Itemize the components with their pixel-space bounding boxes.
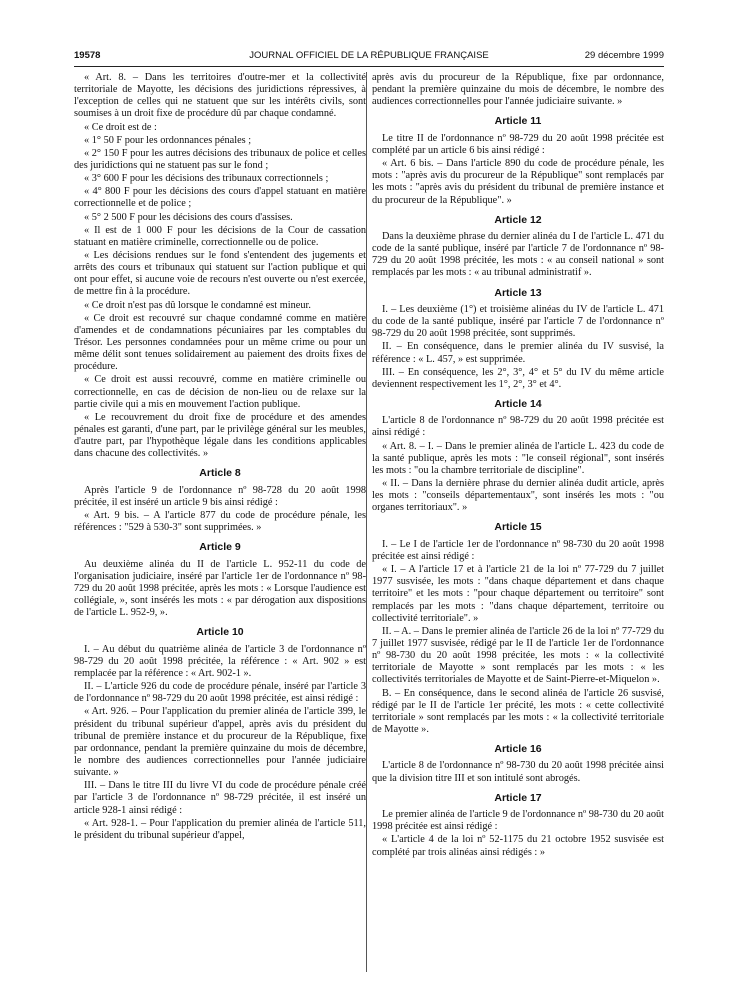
- paragraph: Au deuxième alinéa du II de l'article L. 952-11 du code de l'organisation judiciaire, inséré par l'article 1er de l'ordonnance nº 98-729 du 20 août 1998 précitée, après les mots : « Lorsque l'audience est collégiale, », sont insérés les mots : « par dérogation aux dispositions de l'article L. 952-9, ».: [74, 558, 366, 619]
- paragraph: Dans la deuxième phrase du dernier alinéa du I de l'article L. 471 du code de la santé publique, inséré par l'article 7 de l'ordonnance nº 98-729 du 20 août 1998 précitée, les mots : « au conseil national » sont remplacés par les mots : « au tribunal administratif ».: [372, 231, 664, 279]
- article-heading: Article 15: [494, 521, 542, 534]
- paragraph: « Art. 6 bis. – Dans l'article 890 du code de procédure pénale, les mots : "après avis du procureur de la République" sont remplacés par les mots : "après avis du président du tribunal de première instance et du procureur de la République". »: [372, 158, 664, 206]
- paragraph: « Art. 926. – Pour l'application du premier alinéa de l'article 399, le président du tribunal supérieur d'appel, après avis du président du tribunal de première instance et du procureur de la République, fixe par ordonnance, pendant la première quinzaine du mois de décembre, le nombre des audiences correctionnelles pour l'année judiciaire suivante. »: [74, 706, 366, 779]
- article-heading: Article 12: [494, 213, 542, 226]
- paragraph: L'article 8 de l'ordonnance nº 98-730 du 20 août 1998 précitée ainsi que la division titre III et son intitulé sont abrogés.: [372, 760, 664, 784]
- paragraph: « Les décisions rendues sur le fond s'entendent des jugements et arrêts des cours et tribunaux qui statuent sur l'action publique et qui ont pour effet, si aucune voie de recours n'est ouverte ou n'est exercée, de mettre fin à la procédure.: [74, 249, 366, 298]
- paragraph: Le premier alinéa de l'article 9 de l'ordonnance nº 98-730 du 20 août 1998 précitée est ainsi rédigé :: [372, 809, 664, 833]
- journal-title: JOURNAL OFFICIEL DE LA RÉPUBLIQUE FRANÇAISE: [249, 50, 489, 61]
- paragraph: « Ce droit est de :: [84, 121, 157, 133]
- article-heading: Article 8: [199, 467, 241, 480]
- column-divider: [366, 72, 367, 972]
- header-rule: [74, 66, 664, 67]
- publication-date: 29 décembre 1999: [584, 50, 664, 61]
- paragraph: « Ce droit est aussi recouvré, comme en matière criminelle ou correctionnelle, en cas de décision de non-lieu ou de relaxe sur la partie civile qui a mis en mouvement l'action publique.: [74, 374, 366, 410]
- paragraph: I. – Au début du quatrième alinéa de l'article 3 de l'ordonnance nº 98-729 du 20 août 1998 précitée, la référence : « Art. 902 » est remplacée par la référence : « Art. 902-1 ».: [74, 643, 366, 680]
- article-heading: Article 9: [199, 541, 241, 554]
- paragraph: « Art. 8. – Dans les territoires d'outre-mer et la collectivité territoriale de Mayotte, les décisions des juridictions répressives, à l'exception de celles qui ne statuent que sur les intérêts civils, sont soumises à un droit fixe de procédure dû par chaque condamné.: [74, 72, 366, 120]
- paragraph: après avis du procureur de la République, fixe par ordonnance, pendant la première quinzaine du mois de décembre, le nombre des audiences correctionnelles pour l'année judiciaire suivante. »: [372, 72, 664, 108]
- paragraph: « II. – Dans la dernière phrase du dernier alinéa dudit article, après les mots : "conseils départementaux", sont insérés les mots : "ou organes territoriaux". »: [372, 478, 664, 514]
- article-heading: Article 10: [196, 626, 244, 639]
- paragraph: « 1° 50 F pour les ordonnances pénales ;: [84, 134, 252, 146]
- paragraph: II. – En conséquence, dans le premier alinéa du IV susvisé, la référence : « L. 457, » est supprimée.: [372, 341, 664, 365]
- page-number: 19578: [74, 50, 101, 61]
- article-heading: Article 11: [494, 115, 542, 128]
- paragraph: « Le recouvrement du droit fixe de procédure et des amendes pénales est garanti, d'une part, par le privilège général sur les meubles, d'autre part, par l'hypothèque légale dans les conditions applicables dans chacune des collectivités. »: [74, 411, 366, 460]
- paragraph: L'article 8 de l'ordonnance nº 98-729 du 20 août 1998 précitée est ainsi rédigé :: [372, 415, 664, 439]
- paragraph: « Art. 928-1. – Pour l'application du premier alinéa de l'article 511, le président du tribunal supérieur d'appel,: [74, 817, 366, 841]
- article-heading: Article 13: [494, 286, 542, 299]
- paragraph: III. – En conséquence, les 2°, 3°, 4° et 5° du IV du même article deviennent respectivement les 1°, 2°, 3° et 4°.: [372, 366, 664, 390]
- article-heading: Article 17: [494, 791, 542, 804]
- paragraph: « Art. 8. – I. – Dans le premier alinéa de l'article L. 423 du code de la santé publique, après les mots : "le conseil régional", sont insérés les mots : "ou la chambre territoriale de discipline".: [372, 440, 664, 476]
- paragraph: II. – L'article 926 du code de procédure pénale, inséré par l'article 3 de l'ordonnance nº 98-729 du 20 août 1998 précitée, est ainsi rédigé :: [74, 681, 366, 705]
- paragraph: II. – A. – Dans le premier alinéa de l'article 26 de la loi nº 77-729 du 7 juillet 1977 susvisée, rédigé par le II de l'article 1er de l'ordonnance nº 98-730 du 20 août 1998 précitée, les mots : « la collectivité territoriale de Mayotte » sont remplacés par les mots : « les collectivités territoriales de Mayotte et de Saint-Pierre-et-Miquelon ».: [372, 625, 664, 686]
- paragraph: « 5° 2 500 F pour les décisions des cours d'assises.: [84, 211, 293, 223]
- paragraph: III. – Dans le titre III du livre VI du code de procédure pénale créé par l'article 3 de l'ordonnance nº 98-729 précitée, il est inséré un article 928-1 ainsi rédigé :: [74, 780, 366, 816]
- paragraph: B. – En conséquence, dans le second alinéa de l'article 26 susvisé, rédigé par le II de l'article 1er précité, les mots : « cette collectivité territoriale » sont remplacés par les mots : « la collectivité territoriale de Mayotte ».: [372, 687, 664, 735]
- paragraph: I. – Les deuxième (1°) et troisième alinéas du IV de l'article L. 471 du code de la santé publique, inséré par l'article 7 de l'ordonnance nº 98-729 du 20 août 1998 précitée, sont supprimés.: [372, 303, 664, 340]
- paragraph: « Ce droit est recouvré sur chaque condamné comme en matière d'amendes et de condamnations pécuniaires par les comptables du Trésor. Les personnes condamnées pour un même crime ou pour un même délit sont tenues solidairement au paiement des droits fixes de procédure.: [74, 312, 366, 373]
- paragraph: I. – Le I de l'article 1er de l'ordonnance nº 98-730 du 20 août 1998 précitée est ainsi rédigé :: [372, 538, 664, 562]
- paragraph: « L'article 4 de la loi nº 52-1175 du 21 octobre 1952 susvisée est complété par trois alinéas ainsi rédigés : »: [372, 834, 664, 858]
- right-column: [372, 72, 664, 860]
- paragraph: Le titre II de l'ordonnance nº 98-729 du 20 août 1998 précitée est complété par un article 6 bis ainsi rédigé :: [372, 132, 664, 156]
- paragraph: « Ce droit n'est pas dû lorsque le condamné est mineur.: [84, 299, 311, 311]
- article-heading: Article 16: [494, 743, 542, 756]
- paragraph: « I. – A l'article 17 et à l'article 21 de la loi nº 77-729 du 7 juillet 1977 susvisée, les mots : "dans chaque département et dans chaque territoire" et les mots : "pour chaque département ou territoire" sont remplacés par les mots : "dans chaque département, territoire ou collectivité territoriale". »: [372, 564, 664, 624]
- article-heading: Article 14: [494, 397, 542, 410]
- left-column: [74, 72, 366, 843]
- paragraph: « Art. 9 bis. – A l'article 877 du code de procédure pénale, les références : "529 à 530-3" sont supprimées. »: [74, 510, 366, 534]
- paragraph: « 2° 150 F pour les autres décisions des tribunaux de police et celles des juridictions qui ne statuent pas sur le fond ;: [74, 147, 366, 171]
- paragraph: Après l'article 9 de l'ordonnance nº 98-728 du 20 août 1998 précitée, il est inséré un article 9 bis ainsi rédigé :: [74, 484, 366, 508]
- page-header: [74, 50, 664, 64]
- paragraph: « 4° 800 F pour les décisions des cours d'appel statuant en matière correctionnelle et de police ;: [74, 186, 366, 210]
- paragraph: « Il est de 1 000 F pour les décisions de la Cour de cassation statuant en matière criminelle, correctionnelle ou de police.: [74, 224, 366, 248]
- paragraph: « 3° 600 F pour les décisions des tribunaux correctionnels ;: [84, 173, 329, 185]
